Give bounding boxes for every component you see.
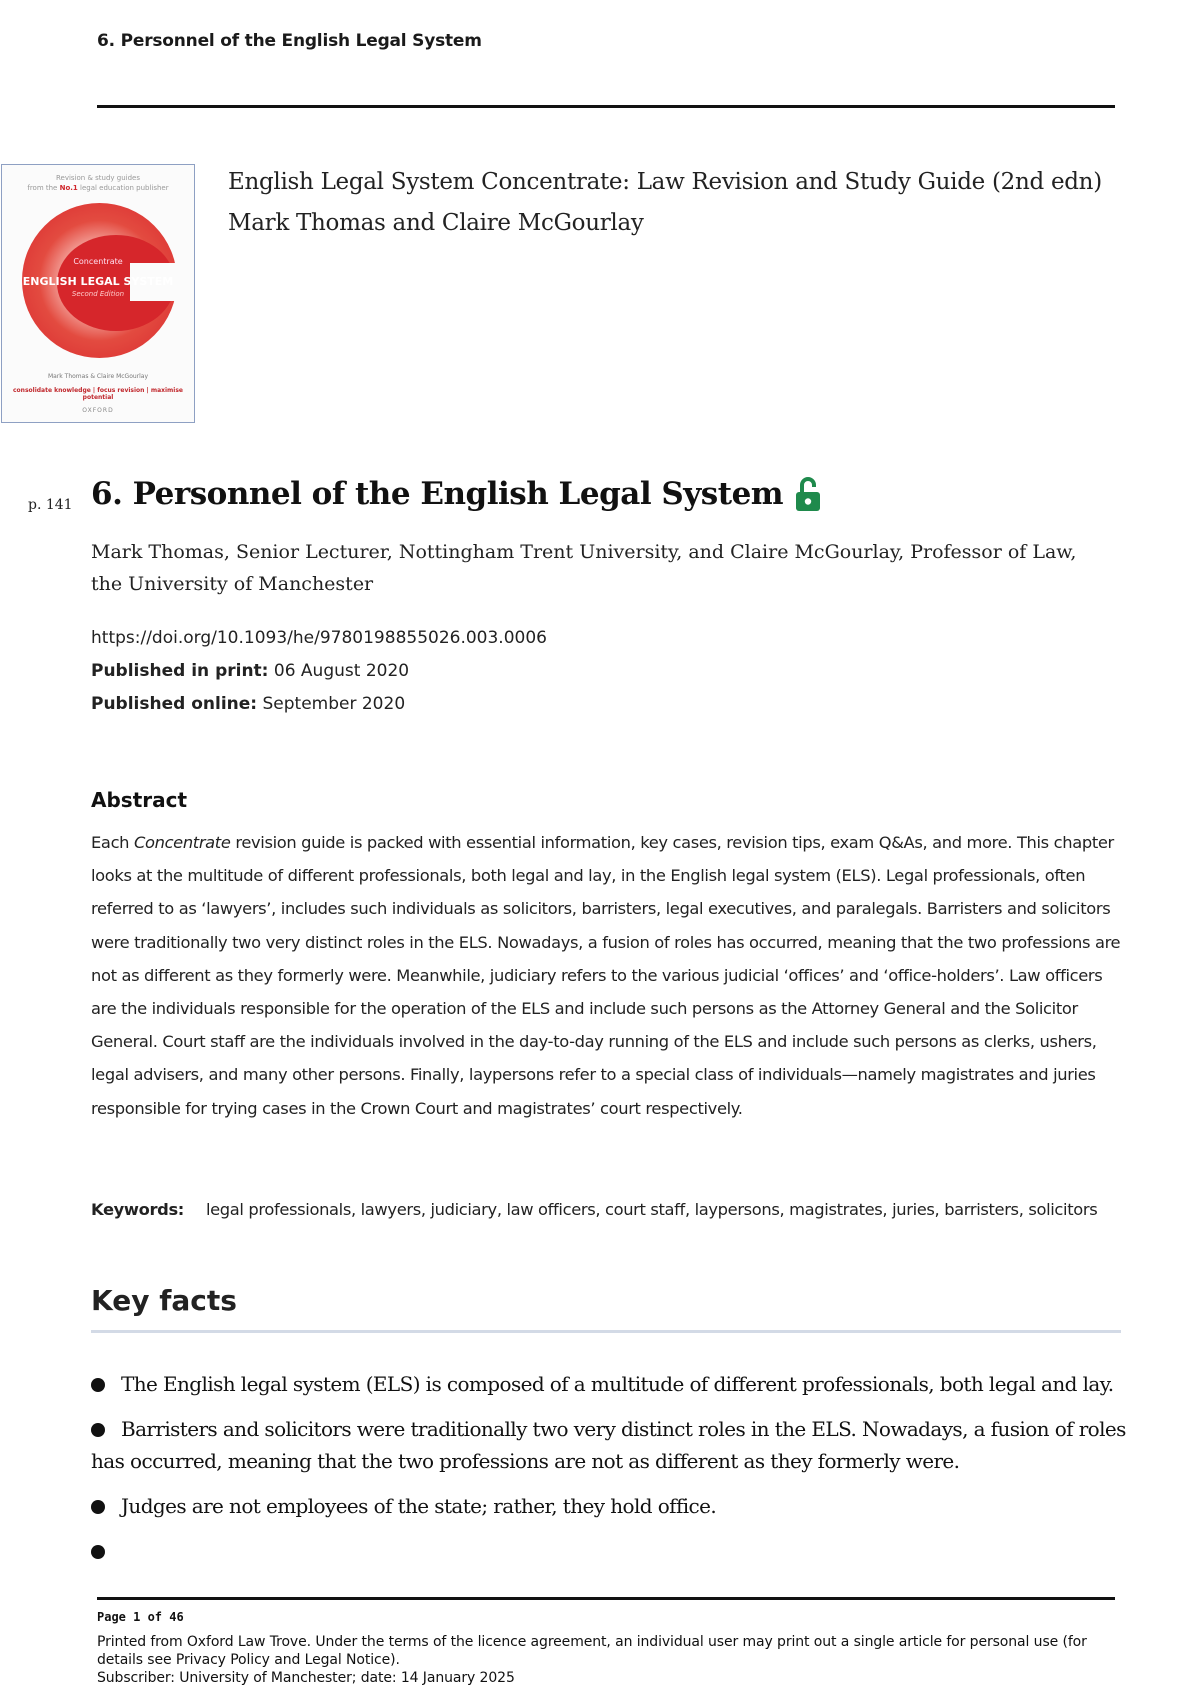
page-of: of (140, 1610, 170, 1624)
cover-top-line: Revision & study guides (55, 174, 141, 182)
book-authors: Mark Thomas and Claire McGourlay (228, 210, 644, 236)
bullet-icon (91, 1545, 105, 1559)
key-fact-item (91, 1535, 1131, 1567)
published-online-date: September 2020 (257, 694, 406, 714)
abstract-heading: Abstract (91, 788, 188, 812)
cover-publisher: OXFORD (82, 407, 114, 414)
key-fact-item (91, 1490, 1131, 1522)
keywords-list: legal professionals, lawyers, judiciary, law officers, court staff, laypersons, magistrates, juries, barristers, solicitors (205, 1200, 1098, 1219)
cover-series: Concentrate (73, 257, 123, 266)
key-fact-text: The English legal system (ELS) is composed of a multitude of different professionals, both legal and lay. (121, 1372, 1114, 1396)
bullet-icon (91, 1423, 105, 1437)
cover-top-text (2, 173, 194, 193)
bullet-icon (91, 1378, 105, 1392)
published-online-label: Published online: (91, 694, 258, 714)
book-info (228, 162, 1128, 244)
chapter-title: 6. Personnel of the English Legal System (91, 476, 784, 512)
abstract-series-name: Concentrate (133, 833, 231, 852)
footer-rule (97, 1597, 1115, 1600)
cover-top-post: legal education publisher (77, 184, 169, 192)
keywords-label: Keywords: (91, 1200, 184, 1219)
book-cover[interactable] (1, 164, 195, 423)
published-print (91, 661, 409, 681)
cover-tagline: consolidate knowledge | focus revision | maximise potential (13, 387, 183, 401)
keywords (91, 1193, 1121, 1226)
key-facts-list (91, 1368, 1131, 1580)
chapter-title-row (91, 476, 821, 512)
key-fact-item (91, 1413, 1131, 1477)
abstract-lead: Each (91, 833, 134, 852)
page-label: Page (97, 1610, 134, 1624)
published-online (91, 694, 405, 714)
footer-subscriber: Subscriber: University of Manchester; date: 14 January 2025 (97, 1670, 515, 1686)
key-facts-heading: Key facts (91, 1284, 237, 1317)
key-fact-item (91, 1368, 1131, 1400)
running-header: 6. Personnel of the English Legal System (97, 31, 482, 51)
page-total: 46 (169, 1610, 184, 1624)
open-lock-icon (795, 476, 821, 512)
published-print-label: Published in print: (91, 661, 269, 681)
published-print-date: 06 August 2020 (268, 661, 410, 681)
key-facts-rule (91, 1330, 1121, 1333)
cover-edition: Second Edition (71, 290, 125, 298)
abstract-text (91, 826, 1121, 1125)
abstract-body: revision guide is packed with essential information, key cases, revision tips, exam Q&As, and more. This chapter looks at the multitude of different professionals, both legal and lay, in the English legal system (ELS). Legal professionals, often referred to as ‘lawyers’, includes such individuals as solicitors, barristers, legal executives, and paralegals. Barristers and solicitors were traditionally two very distinct roles in the ELS. Nowadays, a fusion of roles has occurred, meaning that the two professions are not as different as they formerly were. Meanwhile, judiciary refers to the various judicial ‘offices’ and ‘office-holders’. Law officers are the individuals responsible for the operation of the ELS and include such persons as the Attorney General and the Solicitor General. Court staff are the individuals involved in the day-to-day running of the ELS and include such persons as clerks, ushers, legal advisers, and many other persons. Finally, laypersons refer to a special class of individuals—namely magistrates and juries responsible for trying cases in the Crown Court and magistrates’ court respectively. (91, 833, 1121, 1118)
page-number (97, 1610, 184, 1624)
bullet-icon (91, 1500, 105, 1514)
cover-title: ENGLISH LEGAL SYSTEM (22, 275, 174, 288)
key-fact-text: Barristers and solicitors were traditionally two very distinct roles in the ELS. Nowadays, a fusion of roles has occurred, meaning that the two professions are not as different as they formerly were. (91, 1417, 1126, 1473)
chapter-authors: Mark Thomas, Senior Lecturer, Nottingham Trent University, and Claire McGourlay, Professor of Law, the University of Manchester (91, 541, 1077, 595)
footer-notice (97, 1633, 1127, 1687)
page-current: 1 (133, 1610, 141, 1624)
page-marker: p. 141 (28, 497, 73, 513)
book-title[interactable]: English Legal System Concentrate: Law Revision and Study Guide (2nd edn) (228, 169, 1102, 195)
cover-authors: Mark Thomas & Claire McGourlay (47, 373, 149, 380)
cover-top-pre: from the (27, 184, 60, 192)
cover-top-brand: No.1 (59, 184, 78, 192)
cover-top-line-2 (2, 183, 194, 193)
footer-licence-text: Printed from Oxford Law Trove. Under the terms of the licence agreement, an individual user may print out a single article for personal use (for details see Privacy Policy and Legal Notice). (97, 1634, 1087, 1668)
key-fact-text: Judges are not employees of the state; rather, they hold office. (121, 1494, 717, 1518)
doi-link[interactable]: https://doi.org/10.1093/he/9780198855026.003.0006 (91, 628, 547, 648)
header-rule (97, 105, 1115, 108)
